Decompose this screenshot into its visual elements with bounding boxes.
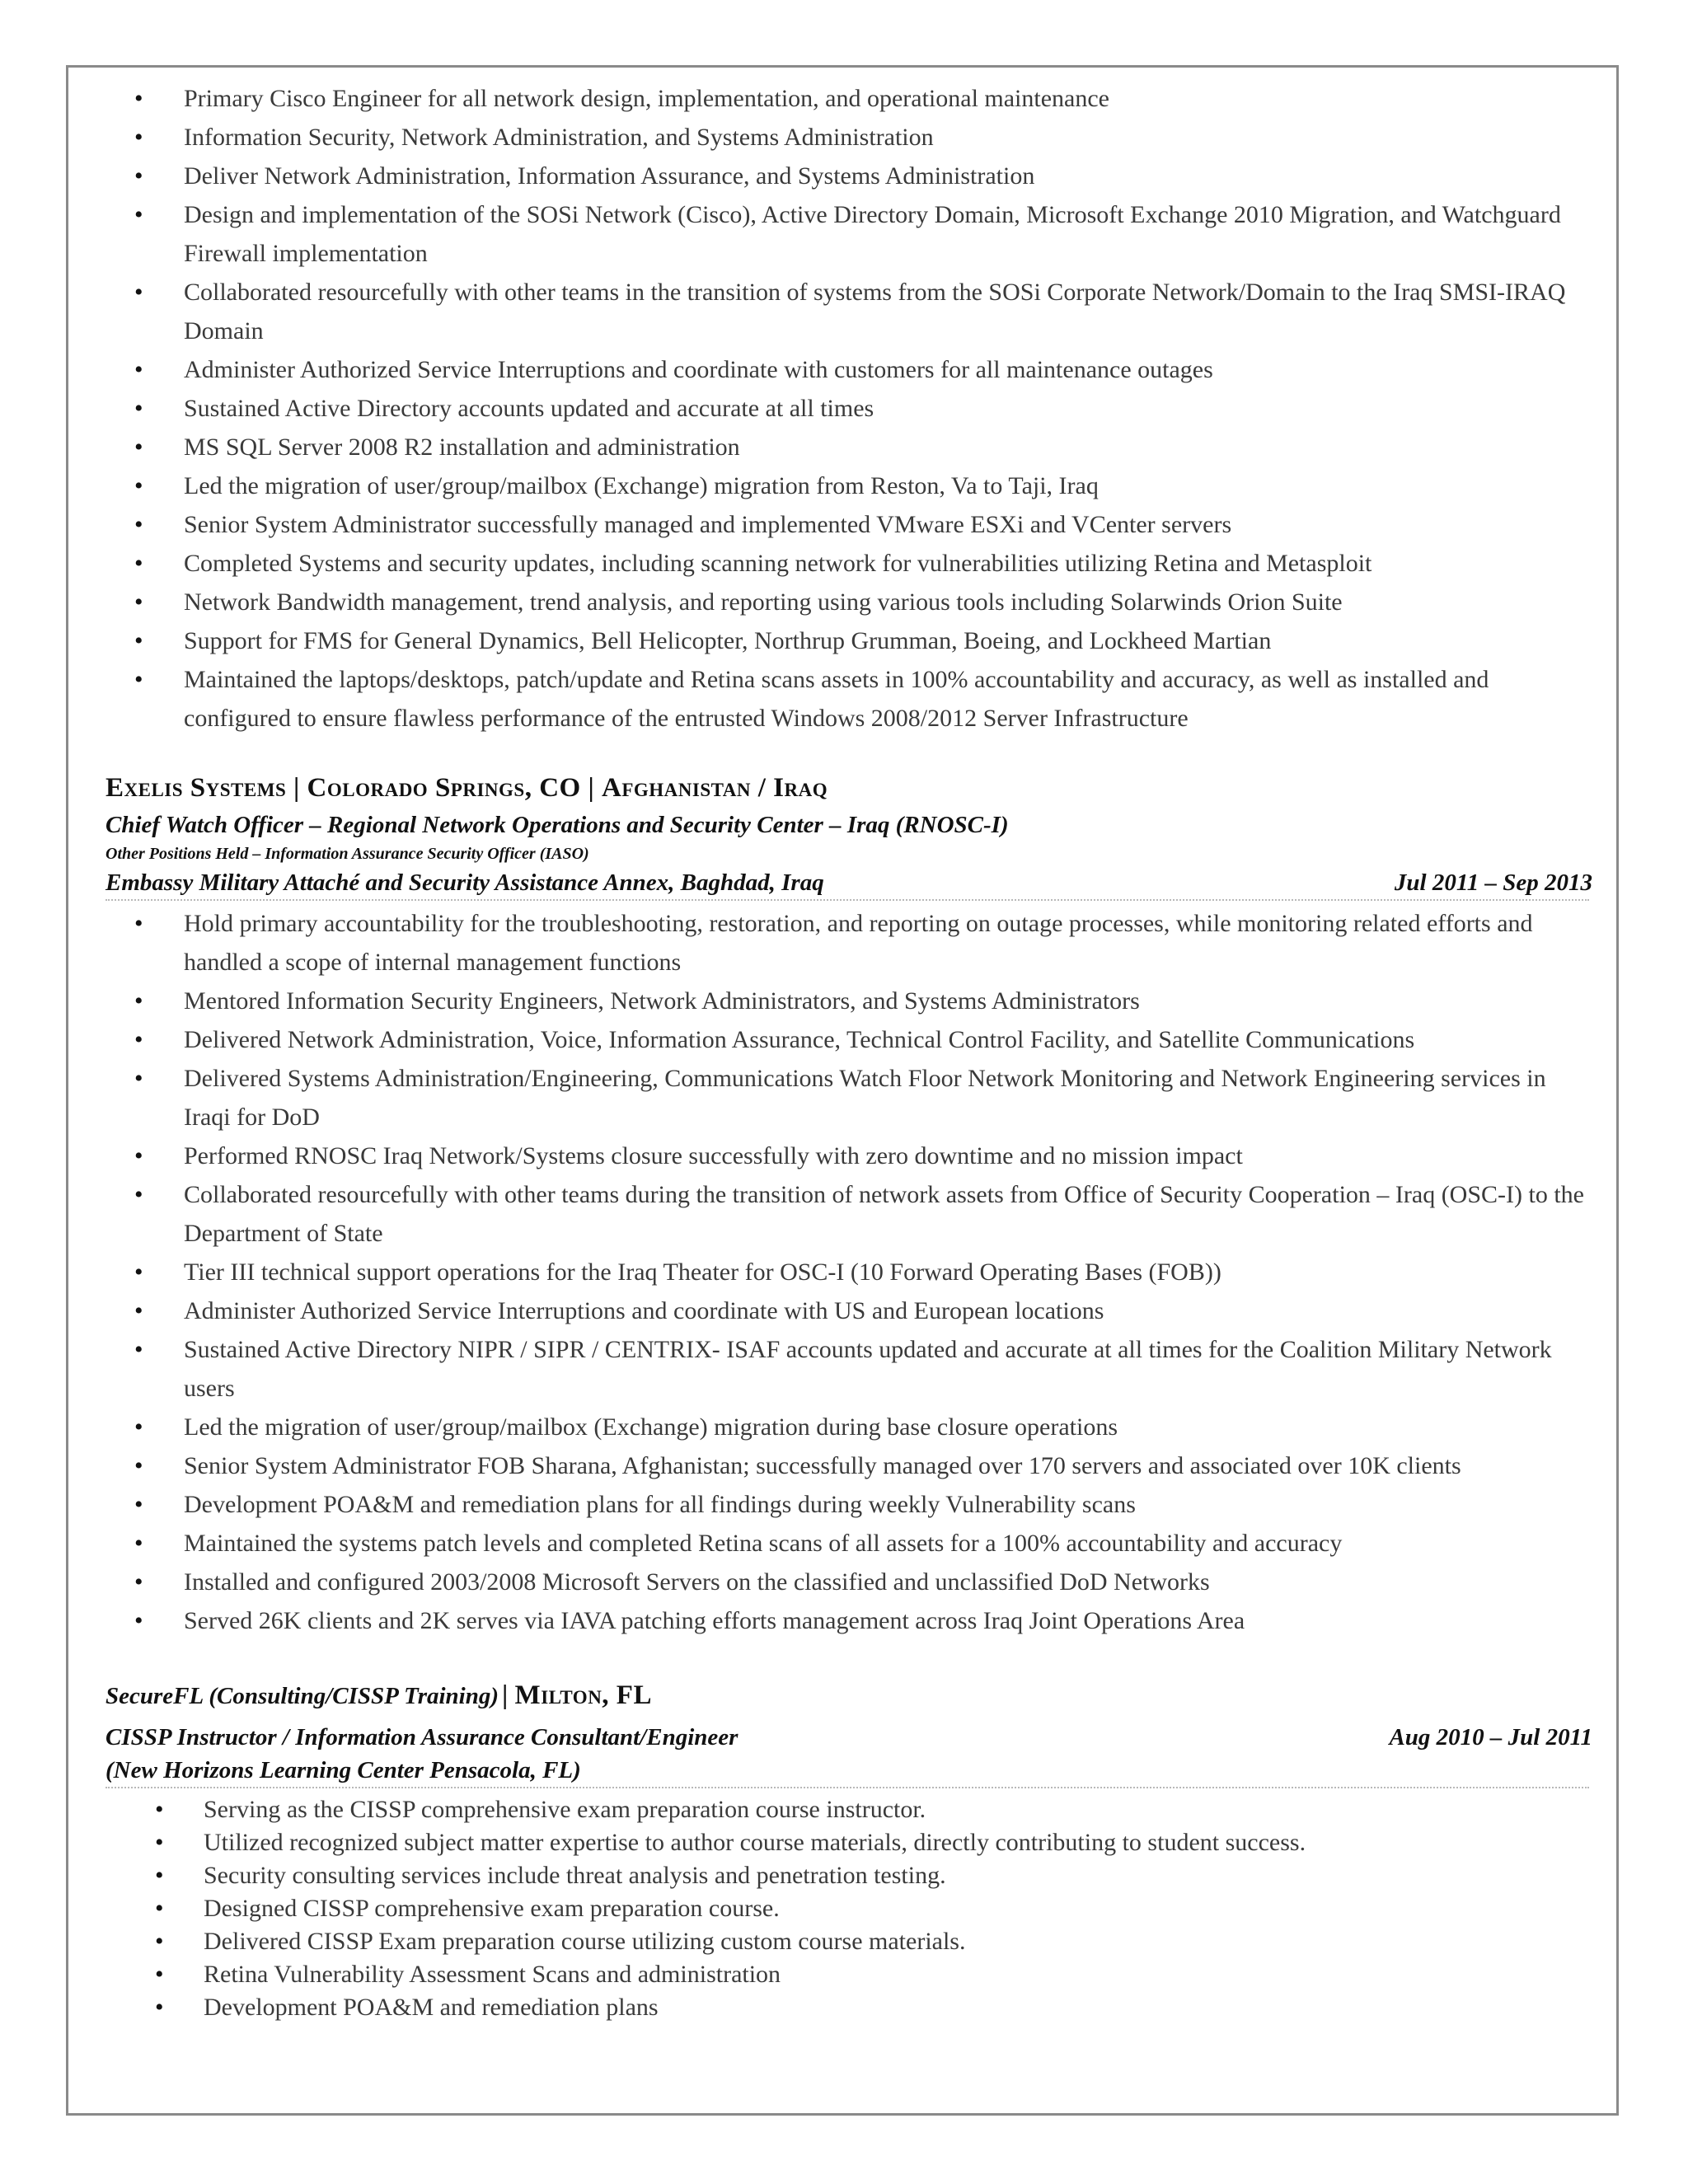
list-item: • Deliver Network Administration, Information Assurance, and Systems Administration [106,157,1589,195]
list-item: • Delivered Network Administration, Voice, Information Assurance, Technical Control Facility, and Satellite Communications [106,1020,1589,1059]
list-item: • Sustained Active Directory NIPR / SIPR / CENTRIX- ISAF accounts updated and accurate at all times for the Coalition Military Network users [106,1330,1589,1408]
company-location: Colorado Springs, CO [307,773,581,803]
separator: | [588,773,602,803]
company-location: Milton, FL [514,1680,652,1710]
list-item: • Development POA&M and remediation plans [106,1991,1589,2024]
list-item: • Delivered CISSP Exam preparation course utilizing custom course materials. [106,1925,1589,1958]
list-item: • Primary Cisco Engineer for all network design, implementation, and operational maintenance [106,79,1589,118]
bullet-list-exelis [106,904,1589,1640]
list-item: • Maintained the systems patch levels and completed Retina scans of all assets for a 100% accountability and accuracy [106,1524,1589,1563]
list-item: • Served 26K clients and 2K serves via IAVA patching efforts management across Iraq Joint Operations Area [106,1601,1589,1640]
list-item: • Serving as the CISSP comprehensive exam preparation course instructor. [106,1793,1589,1826]
list-item: • Senior System Administrator successfully managed and implemented VMware ESXi and VCenter servers [106,505,1589,544]
company-name: Exelis Systems [106,773,287,803]
other-positions: Other Positions Held – Information Assurance Security Officer (IASO) [106,845,589,863]
title-date-row [106,1721,1592,1754]
list-item: • Utilized recognized subject matter expertise to author course materials, directly contributing to student success. [106,1826,1589,1859]
list-item: • Support for FMS for General Dynamics, Bell Helicopter, Northrup Grumman, Boeing, and Lockheed Martian [106,621,1589,660]
list-item: • Design and implementation of the SOSi Network (Cisco), Active Directory Domain, Microsoft Exchange 2010 Migration, and Watchguard Firewall implementation [106,195,1589,273]
job-dates: Jul 2011 – Sep 2013 [1394,869,1592,896]
list-item: • Senior System Administrator FOB Sharana, Afghanistan; successfully managed over 170 servers and associated over 10K clients [106,1446,1589,1485]
job-site: Embassy Military Attaché and Security Assistance Annex, Baghdad, Iraq [106,869,824,896]
bullet-list-previous-role [106,79,1589,738]
list-item: • Installed and configured 2003/2008 Microsoft Servers on the classified and unclassified DoD Networks [106,1563,1589,1601]
job-site: (New Horizons Learning Center Pensacola, FL) [106,1754,1589,1788]
company-header-exelis [106,767,1589,808]
list-item: • Hold primary accountability for the troubleshooting, restoration, and reporting on outage processes, while monitoring related efforts and handled a scope of internal management functions [106,904,1589,982]
list-item: • Administer Authorized Service Interruptions and coordinate with US and European locations [106,1291,1589,1330]
list-item: • Tier III technical support operations for the Iraq Theater for OSC-I (10 Forward Operating Bases (FOB)) [106,1253,1589,1291]
separator: | [502,1680,515,1710]
list-item: • Retina Vulnerability Assessment Scans and administration [106,1958,1589,1991]
list-item: • Mentored Information Security Engineers, Network Administrators, and Systems Administrators [106,982,1589,1020]
job-dates: Aug 2010 – Jul 2011 [1389,1724,1592,1750]
company-region: Afghanistan / Iraq [601,773,828,803]
list-item: • MS SQL Server 2008 R2 installation and administration [106,428,1589,466]
list-item: • Development POA&M and remediation plans for all findings during weekly Vulnerability scans [106,1485,1589,1524]
list-item: • Completed Systems and security updates, including scanning network for vulnerabilities utilizing Retina and Metasploit [106,544,1589,583]
job-title: Chief Watch Officer – Regional Network Operations and Security Center – Iraq (RNOSC-I) [106,812,1009,838]
list-item: • Designed CISSP comprehensive exam preparation course. [106,1892,1589,1925]
separator: | [293,773,307,803]
list-item: • Security consulting services include threat analysis and penetration testing. [106,1859,1589,1892]
list-item: • Delivered Systems Administration/Engineering, Communications Watch Floor Network Monitoring and Network Engineering services in Iraqi for DoD [106,1059,1589,1137]
bullet-list-securefl [106,1793,1589,2024]
list-item: • Administer Authorized Service Interruptions and coordinate with customers for all maintenance outages [106,350,1589,389]
company-header-securefl [106,1675,1589,1721]
job-title: CISSP Instructor / Information Assurance Consultant/Engineer [106,1724,738,1750]
resume-content [106,79,1592,2024]
list-item: • Maintained the laptops/desktops, patch/update and Retina scans assets in 100% accountability and accuracy, as well as installed and configured to ensure flawless performance of the entrusted Windows 2008/2012 Server Infrastructure [106,660,1589,738]
company-name: SecureFL (Consulting/CISSP Training) [106,1683,499,1709]
list-item: • Led the migration of user/group/mailbox (Exchange) migration from Reston, Va to Taji, Iraq [106,466,1589,505]
list-item: • Collaborated resourcefully with other teams during the transition of network assets from Office of Security Cooperation – Iraq (OSC-I) to the Department of State [106,1175,1589,1253]
list-item: • Collaborated resourcefully with other teams in the transition of systems from the SOSi Corporate Network/Domain to the Iraq SMSI-IRAQ Domain [106,273,1589,350]
site-date-row [106,866,1592,901]
list-item: • Performed RNOSC Iraq Network/Systems closure successfully with zero downtime and no mission impact [106,1137,1589,1175]
list-item: • Information Security, Network Administration, and Systems Administration [106,118,1589,157]
list-item: • Sustained Active Directory accounts updated and accurate at all times [106,389,1589,428]
list-item: • Network Bandwidth management, trend analysis, and reporting using various tools including Solarwinds Orion Suite [106,583,1589,621]
list-item: • Led the migration of user/group/mailbox (Exchange) migration during base closure operations [106,1408,1589,1446]
